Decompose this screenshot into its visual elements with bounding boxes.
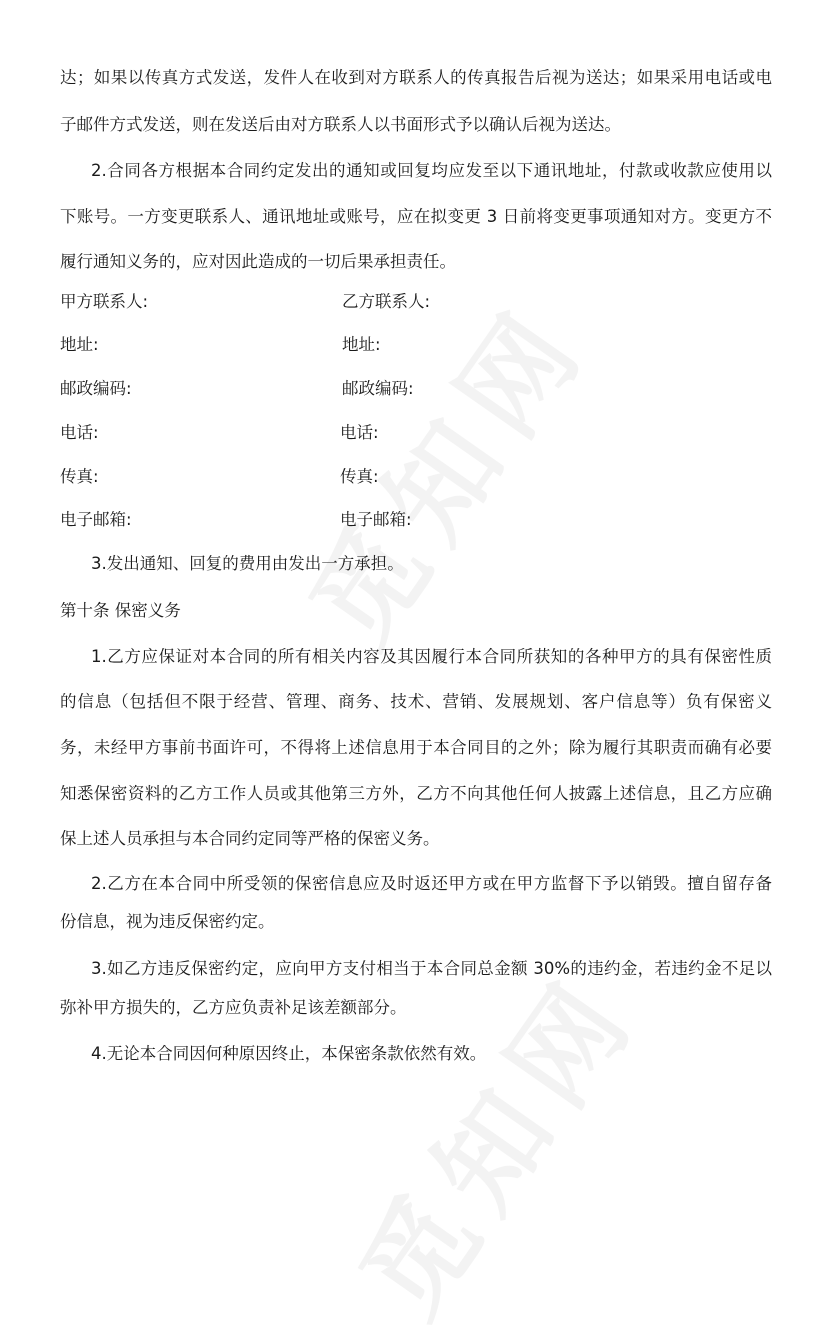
party-b-email-label: 电子邮箱: — [340, 510, 412, 529]
party-a-fax-label: 传真: — [60, 467, 99, 486]
party-a-postcode-label: 邮政编码: — [60, 379, 132, 398]
section-title: 第十条 保密义务 — [60, 601, 181, 620]
party-b-contact-label: 乙方联系人: — [342, 292, 431, 311]
paragraph-line: 达；如果以传真方式发送，发件人在收到对方联系人的传真报告后视为送达；如果采用电话或电 — [60, 68, 772, 87]
paragraph-line: 1.乙方应保证对本合同的所有相关内容及其因履行本合同所获知的各种甲方的具有保密性质 — [91, 647, 772, 666]
paragraph-line: 的信息（包括但不限于经营、管理、商务、技术、营销、发展规划、客户信息等）负有保密义 — [60, 692, 772, 711]
paragraph-line: 保上述人员承担与本合同约定同等严格的保密义务。 — [60, 829, 440, 848]
paragraph-line: 知悉保密资料的乙方工作人员或其他第三方外，乙方不向其他任何人披露上述信息，且乙方应确 — [60, 784, 772, 803]
paragraph-line: 下账号。一方变更联系人、通讯地址或账号，应在拟变更 3 日前将变更事项通知对方。变更方不 — [60, 207, 772, 226]
party-a-phone-label: 电话: — [60, 423, 99, 442]
party-a-email-label: 电子邮箱: — [60, 510, 132, 529]
paragraph-line: 子邮件方式发送，则在发送后由对方联系人以书面形式予以确认后视为送达。 — [60, 115, 621, 134]
paragraph-line: 3.发出通知、回复的费用由发出一方承担。 — [91, 554, 404, 573]
paragraph-line: 务，未经甲方事前书面许可，不得将上述信息用于本合同目的之外；除为履行其职责而确有必要 — [60, 738, 772, 757]
party-b-postcode-label: 邮政编码: — [342, 379, 414, 398]
paragraph-line: 弥补甲方损失的，乙方应负责补足该差额部分。 — [60, 998, 407, 1017]
paragraph-line: 2.合同各方根据本合同约定发出的通知或回复均应发至以下通讯地址，付款或收款应使用以 — [91, 161, 772, 180]
paragraph-line: 份信息，视为违反保密约定。 — [60, 912, 275, 931]
party-b-phone-label: 电话: — [340, 423, 379, 442]
party-b-address-label: 地址: — [342, 335, 381, 354]
paragraph-line: 2.乙方在本合同中所受领的保密信息应及时返还甲方或在甲方监督下予以销毁。擅自留存备 — [91, 874, 772, 893]
party-a-contact-label: 甲方联系人: — [60, 292, 149, 311]
paragraph-line: 3.如乙方违反保密约定，应向甲方支付相当于本合同总金额 30%的违约金，若违约金不足以 — [91, 959, 772, 978]
party-b-fax-label: 传真: — [340, 467, 379, 486]
paragraph-line: 4.无论本合同因何种原因终止，本保密条款依然有效。 — [91, 1044, 487, 1063]
party-a-address-label: 地址: — [60, 335, 99, 354]
paragraph-line: 履行通知义务的，应对因此造成的一切后果承担责任。 — [60, 252, 456, 271]
